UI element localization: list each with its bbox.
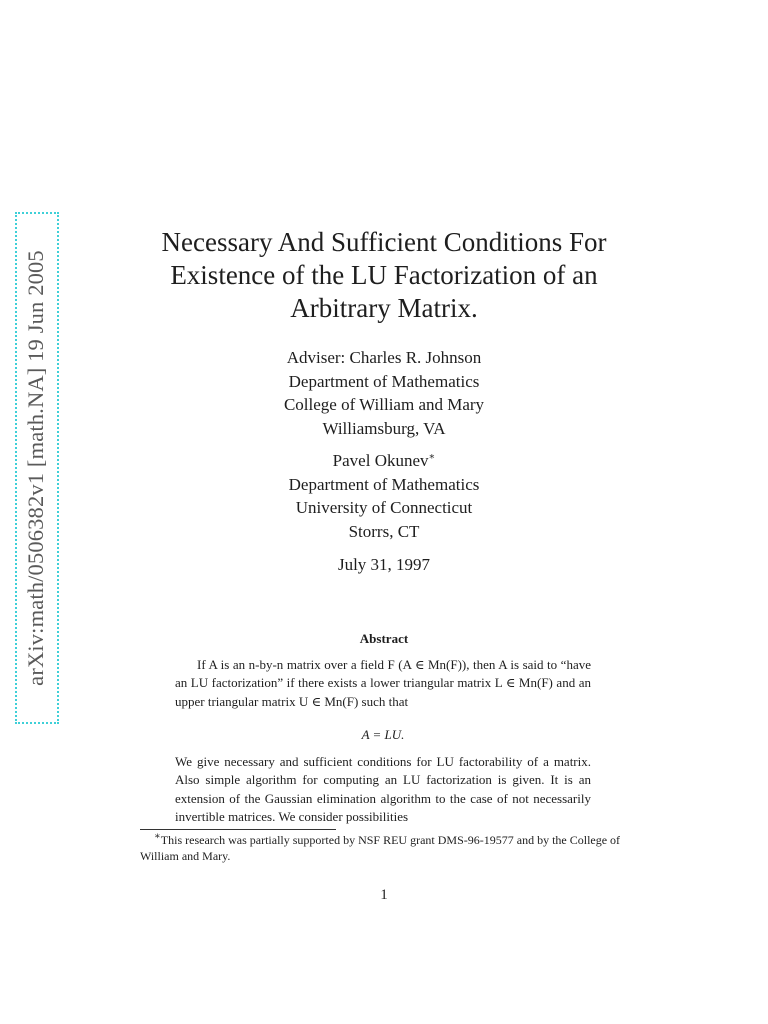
footnote <box>140 832 632 864</box>
title-line: Necessary And Sufficient Conditions For <box>161 227 607 257</box>
abstract-paragraph-2 <box>175 753 591 826</box>
title-line: Existence of the LU Factorization of an <box>170 260 598 290</box>
footnote-indent <box>140 833 154 847</box>
arxiv-identifier: arXiv:math/0506382v1 [math.NA] 19 Jun 2005 <box>23 250 48 686</box>
author-name: Pavel Okunev <box>332 451 429 470</box>
abstract-heading: Abstract <box>359 631 409 646</box>
author-affiliation-line: Department of Mathematics <box>288 371 480 391</box>
author-affiliation-line: Department of Mathematics <box>288 474 480 494</box>
footnote-text: This research was partially supported by NSF REU grant DMS-96-19577 and by the College of William and Mary. <box>140 833 621 863</box>
equation-a-equals-lu: A = LU. <box>361 727 405 742</box>
footnote-mark: ∗ <box>428 451 436 463</box>
abstract-paragraph-1 <box>175 656 591 711</box>
paper-title <box>0 226 768 325</box>
abstract-text: If A is an n-by-n matrix over a field F (A ∈ Mn(F)), then A is said to “have an LU factorization” if there exists a lower triangular matrix L ∈ Mn(F) and an upper triangular matrix U ∈ Mn(F) such that <box>175 657 591 709</box>
paper-date: July 31, 1997 <box>337 555 431 574</box>
title-line: Arbitrary Matrix. <box>290 293 478 323</box>
author-block-adviser <box>0 346 768 440</box>
author-name: Adviser: Charles R. Johnson <box>286 348 482 367</box>
author-block-student <box>0 449 768 543</box>
author-affiliation-line: College of William and Mary <box>283 395 485 414</box>
abstract-text: We give necessary and sufficient conditions for LU factorability of a matrix. Also simple algorithm for computing an LU factorization is given. It is an extension of the Gaussian elimination algorithm to the case of not necessarily invertible matrices. We consider possibilities <box>175 754 591 824</box>
author-affiliation-line: University of Connecticut <box>295 498 473 517</box>
author-affiliation-line: Williamsburg, VA <box>322 418 446 438</box>
footnote-mark: ∗ <box>154 831 161 842</box>
footnote-rule <box>140 829 336 830</box>
page-number: 1 <box>380 887 388 903</box>
author-affiliation-line: Storrs, CT <box>348 521 420 541</box>
author-name-line <box>0 449 768 473</box>
